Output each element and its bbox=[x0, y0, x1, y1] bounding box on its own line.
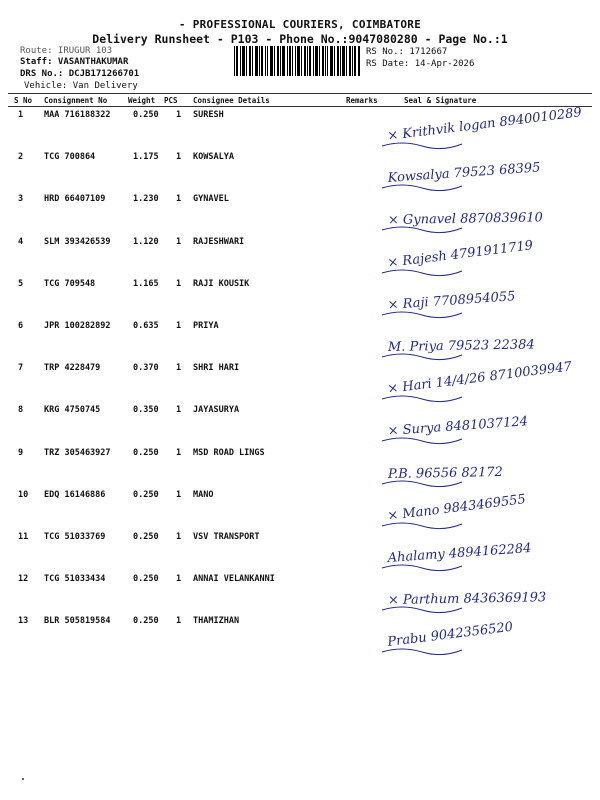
handwritten-signature bbox=[360, 154, 595, 198]
row-sno: 2 bbox=[18, 152, 24, 162]
header-bottom-rule bbox=[8, 106, 592, 107]
col-header-weight: Weight bbox=[128, 96, 156, 105]
signature-ink: × Rajesh 4791911719 bbox=[386, 238, 534, 271]
company-title: - PROFESSIONAL COURIERS, COIMBATORE bbox=[178, 18, 422, 31]
row-consignee: PRIYA bbox=[193, 321, 219, 331]
row-pcs: 1 bbox=[176, 237, 182, 247]
row-pcs: 1 bbox=[176, 279, 182, 289]
row-consignee: MANO bbox=[193, 490, 214, 500]
row-consignee: SURESH bbox=[193, 110, 224, 120]
row-consignee: MSD ROAD LINGS bbox=[193, 448, 265, 458]
row-weight: 0.250 bbox=[133, 110, 159, 120]
row-pcs: 1 bbox=[176, 490, 182, 500]
col-header-consignee: Consignee Details bbox=[193, 96, 270, 105]
row-weight: 0.350 bbox=[133, 405, 159, 415]
rs-date: RS Date: 14-Apr-2026 bbox=[366, 59, 475, 69]
row-pcs: 1 bbox=[176, 532, 182, 542]
row-weight: 0.250 bbox=[133, 532, 159, 542]
row-sno: 10 bbox=[18, 490, 29, 500]
handwritten-signature bbox=[360, 359, 595, 409]
vehicle-label: Vehicle: Van Delivery bbox=[24, 81, 138, 91]
row-sno: 3 bbox=[18, 194, 24, 204]
staff-label: Staff: VASANTHAKUMAR bbox=[20, 57, 129, 67]
header-top-rule bbox=[8, 93, 592, 94]
row-sno: 5 bbox=[18, 279, 24, 289]
row-consignment-no: TCG 700864 bbox=[44, 152, 96, 162]
row-weight: 0.250 bbox=[133, 574, 159, 584]
handwritten-signature bbox=[360, 105, 595, 156]
row-consignment-no: EDQ 16146886 bbox=[44, 490, 106, 500]
col-header-consignment: Consignment No bbox=[44, 96, 108, 105]
rs-number: RS No.: 1712667 bbox=[366, 47, 448, 57]
row-weight: 1.165 bbox=[133, 279, 159, 289]
row-pcs: 1 bbox=[176, 110, 182, 120]
row-weight: 0.370 bbox=[133, 363, 159, 373]
row-consignment-no: KRG 4750745 bbox=[44, 405, 101, 415]
row-consignment-no: HRD 66407109 bbox=[44, 194, 106, 204]
drs-number: DRS No.: DCJB171266701 bbox=[20, 69, 140, 79]
row-consignee: RAJI KOUSIK bbox=[193, 279, 250, 289]
barcode-image bbox=[234, 46, 360, 76]
row-consignee: RAJESHWARI bbox=[193, 237, 245, 247]
row-sno: 9 bbox=[18, 448, 24, 458]
handwritten-signature bbox=[360, 450, 595, 494]
row-weight: 0.250 bbox=[133, 616, 159, 626]
row-consignment-no: TCG 709548 bbox=[44, 279, 96, 289]
row-consignee: THAMIZHAN bbox=[193, 616, 240, 626]
row-pcs: 1 bbox=[176, 363, 182, 373]
row-consignee: ANNAI VELANKANNI bbox=[193, 574, 275, 584]
row-sno: 4 bbox=[18, 237, 24, 247]
row-sno: 7 bbox=[18, 363, 24, 373]
row-weight: 1.175 bbox=[133, 152, 159, 162]
signature-ink: × Gynavel 8870839610 bbox=[387, 210, 543, 228]
row-consignee: VSV TRANSPORT bbox=[193, 532, 260, 542]
route-label: Route: IRUGUR 103 bbox=[20, 46, 113, 56]
signature-stroke bbox=[382, 354, 462, 360]
row-sno: 8 bbox=[18, 405, 24, 415]
signature-ink: P.B. 96556 82172 bbox=[387, 464, 503, 482]
row-consignment-no: BLR 505819584 bbox=[44, 616, 111, 626]
runsheet-title: Delivery Runsheet - P103 - Phone No.:9047080280 - Page No.:1 bbox=[92, 32, 508, 46]
signature-stroke bbox=[382, 565, 462, 571]
row-sno: 1 bbox=[18, 110, 24, 120]
signature-stroke bbox=[382, 227, 462, 233]
signature-ink: Prabu 9042356520 bbox=[386, 619, 514, 650]
row-consignee: GYNAVEL bbox=[193, 194, 229, 204]
signature-stroke bbox=[382, 143, 462, 149]
signature-stroke bbox=[382, 649, 462, 655]
row-weight: 0.250 bbox=[133, 448, 159, 458]
row-weight: 0.250 bbox=[133, 490, 159, 500]
signature-stroke bbox=[382, 185, 462, 191]
row-weight: 1.120 bbox=[133, 237, 159, 247]
signature-ink: × Mano 9843469555 bbox=[386, 492, 527, 524]
signature-stroke bbox=[382, 438, 462, 444]
row-weight: 0.635 bbox=[133, 321, 159, 331]
handwritten-signature bbox=[360, 239, 595, 283]
signature-ink: × Krithvik logan 8940010289 bbox=[386, 105, 583, 144]
row-pcs: 1 bbox=[176, 321, 182, 331]
signature-stroke bbox=[382, 523, 462, 529]
signature-stroke bbox=[382, 396, 462, 402]
row-pcs: 1 bbox=[176, 448, 182, 458]
handwritten-signature bbox=[360, 492, 595, 536]
row-consignment-no: TRZ 305463927 bbox=[44, 448, 111, 458]
signature-stroke bbox=[382, 607, 462, 613]
row-consignment-no: SLM 393426539 bbox=[44, 237, 111, 247]
handwritten-signature bbox=[360, 196, 595, 240]
row-pcs: 1 bbox=[176, 616, 182, 626]
signature-stroke bbox=[382, 481, 462, 487]
handwritten-signature bbox=[360, 407, 595, 451]
col-header-pcs: PCS bbox=[164, 96, 178, 105]
row-weight: 1.230 bbox=[133, 194, 159, 204]
handwritten-signature bbox=[360, 534, 595, 578]
signature-stroke bbox=[382, 270, 462, 276]
signature-ink: × Hari 14/4/26 8710039947 bbox=[386, 359, 573, 397]
signature-ink: M. Priya 79523 22384 bbox=[387, 337, 535, 355]
row-consignment-no: TCG 51033434 bbox=[44, 574, 106, 584]
row-consignment-no: TCG 51033769 bbox=[44, 532, 106, 542]
col-header-signature: Seal & Signature bbox=[404, 96, 477, 105]
signature-stroke bbox=[382, 312, 462, 318]
row-consignment-no: JPR 100282892 bbox=[44, 321, 111, 331]
row-sno: 13 bbox=[18, 616, 29, 626]
signature-ink: Ahalamy 4894162284 bbox=[387, 540, 532, 566]
handwritten-signature bbox=[360, 618, 595, 662]
handwritten-signature bbox=[360, 281, 595, 325]
col-header-remarks: Remarks bbox=[346, 96, 378, 105]
row-consignment-no: TRP 4228479 bbox=[44, 363, 101, 373]
row-consignee: KOWSALYA bbox=[193, 152, 234, 162]
signature-ink: Kowsalya 79523 68395 bbox=[387, 160, 541, 186]
row-consignee: SHRI HARI bbox=[193, 363, 240, 373]
signature-ink: × Raji 7708954055 bbox=[387, 289, 516, 313]
row-pcs: 1 bbox=[176, 152, 182, 162]
row-pcs: 1 bbox=[176, 574, 182, 584]
row-consignee: JAYASURYA bbox=[193, 405, 240, 415]
signature-ink: × Surya 8481037124 bbox=[387, 414, 529, 439]
row-pcs: 1 bbox=[176, 194, 182, 204]
row-sno: 12 bbox=[18, 574, 29, 584]
col-header-sno: S No bbox=[14, 96, 33, 105]
signature-ink: × Parthum 8436369193 bbox=[387, 590, 547, 608]
row-sno: 6 bbox=[18, 321, 24, 331]
row-pcs: 1 bbox=[176, 405, 182, 415]
page-mark bbox=[22, 778, 24, 780]
row-sno: 11 bbox=[18, 532, 29, 542]
row-consignment-no: MAA 716188322 bbox=[44, 110, 111, 120]
handwritten-signature bbox=[360, 576, 595, 620]
